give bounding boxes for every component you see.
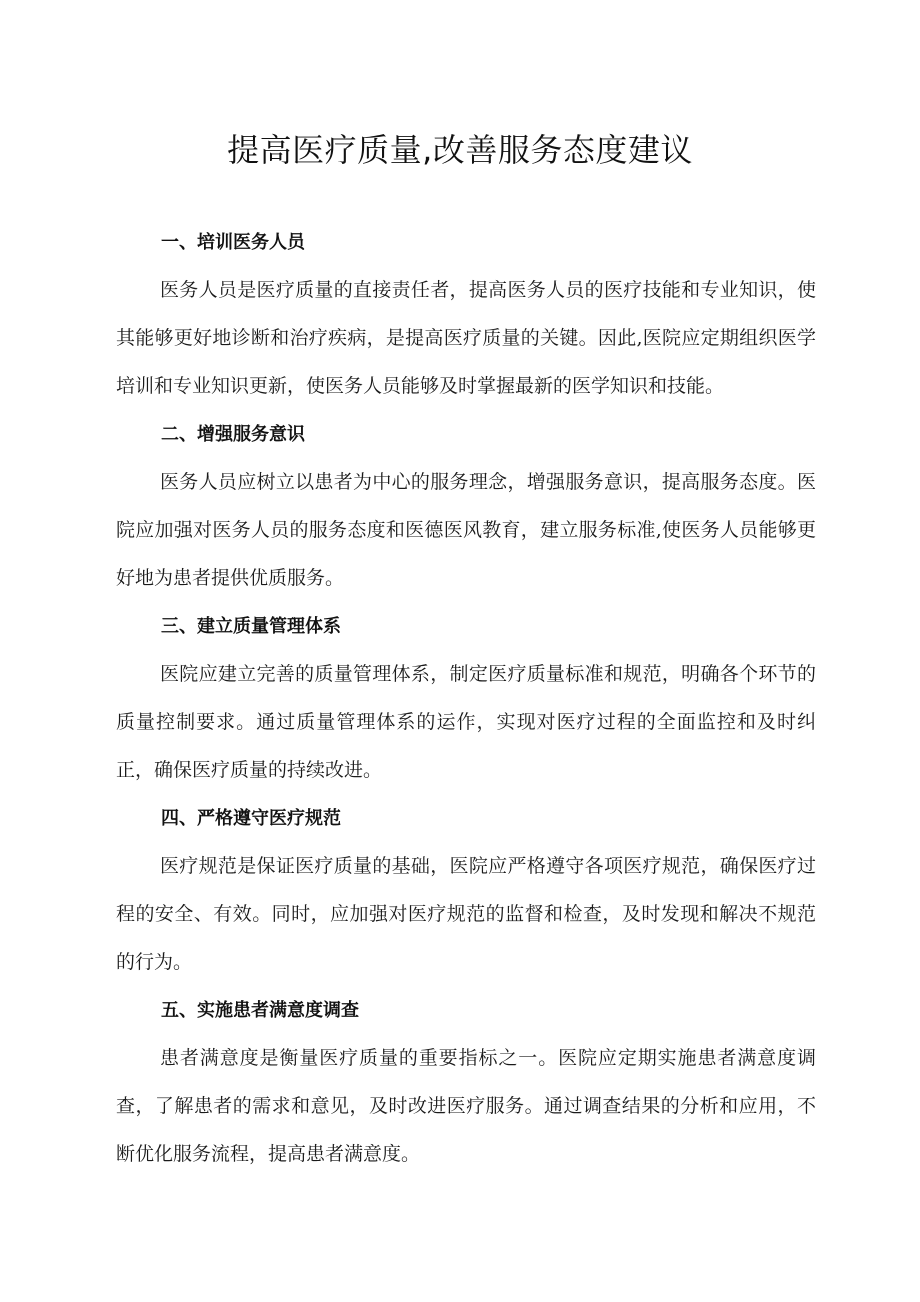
- document-title: 提高医疗质量,改善服务态度建议: [227, 131, 693, 169]
- section-heading-4: 四、严格遵守医疗规范: [161, 808, 341, 829]
- section-body-1: 医务人员是医疗质量的直接责任者，提高医务人员的医疗技能和专业知识，使其能够更好地诊断和治疗疾病，是提高医疗质量的关键。因此,医院应定期组织医学培训和专业知识更新，使医务人员能够及时掌握最新的医学知识和技能。: [116, 279, 816, 397]
- section-heading-2: 二、增强服务意识: [161, 424, 305, 445]
- section-body-4: 医疗规范是保证医疗质量的基础，医院应严格遵守各项医疗规范，确保医疗过程的安全、有效。同时，应加强对医疗规范的监督和检查，及时发现和解决不规范的行为。: [116, 855, 816, 973]
- section-heading-1: 一、培训医务人员: [161, 232, 305, 253]
- section-body-3: 医院应建立完善的质量管理体系，制定医疗质量标准和规范，明确各个环节的质量控制要求。通过质量管理体系的运作，实现对医疗过程的全面监控和及时纠正，确保医疗质量的持续改进。: [116, 663, 816, 781]
- section-body-5: 患者满意度是衡量医疗质量的重要指标之一。医院应定期实施患者满意度调查，了解患者的需求和意见，及时改进医疗服务。通过调查结果的分析和应用，不断优化服务流程，提高患者满意度。: [116, 1047, 816, 1165]
- section-heading-5: 五、实施患者满意度调查: [161, 1000, 359, 1021]
- section-heading-3: 三、建立质量管理体系: [161, 616, 341, 637]
- section-body-2: 医务人员应树立以患者为中心的服务理念，增强服务意识，提高服务态度。医院应加强对医务人员的服务态度和医德医风教育，建立服务标准,使医务人员能够更好地为患者提供优质服务。: [116, 471, 816, 589]
